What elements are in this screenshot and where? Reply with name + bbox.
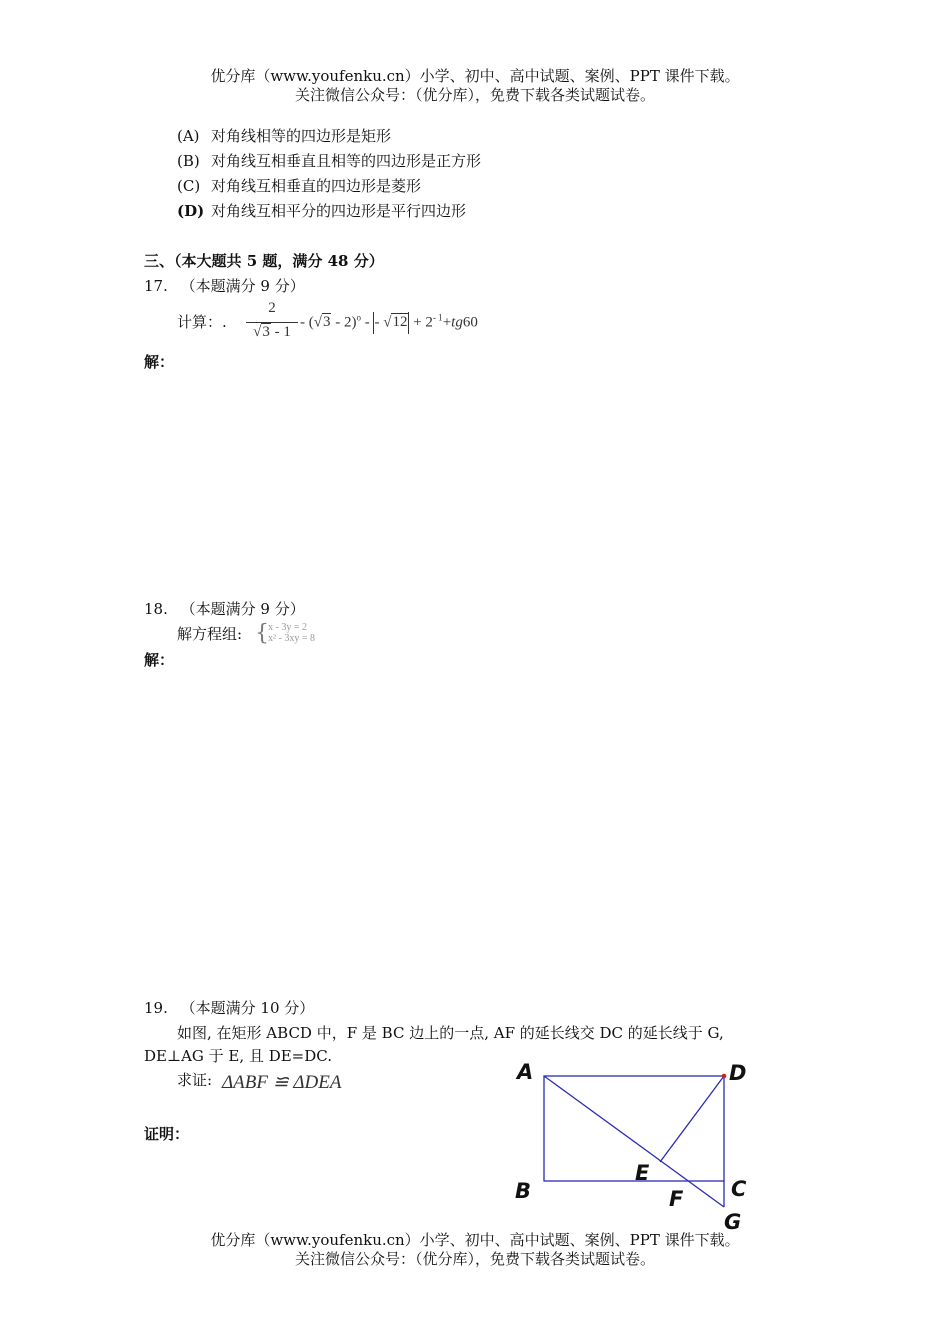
option-text: 对角线互相垂直的四边形是菱形 — [211, 177, 422, 195]
exponent: o — [356, 312, 361, 323]
system-brace: { — [255, 621, 269, 646]
segment-de — [660, 1076, 724, 1162]
header-line-2: 关注微信公众号：（优分库），免费下载各类试题试卷。 — [294, 86, 655, 104]
option-label: (C) — [177, 177, 201, 195]
q17-expression: - (√3 - 2)$^o$ - - $√12 + 2^{- 1}+tg60$ — [300, 312, 478, 334]
label-d: D — [729, 1061, 747, 1085]
option-label: (A) — [177, 127, 200, 145]
option-text: 对角线互相平分的四边形是平行四边形 — [211, 202, 467, 220]
option-b — [177, 151, 481, 171]
abs-bar-right — [408, 312, 409, 334]
q17-prompt: 计算：. — [177, 313, 227, 331]
radicand: 3 — [322, 314, 331, 331]
paren-rest: - 2) — [331, 314, 357, 331]
header-line-1: 优分库（www.youfenku.cn）小学、初中、高中试题、案例、PPT 课件下载。 — [210, 67, 740, 85]
radicand: 3 — [262, 324, 270, 340]
q18-solution-label: 解： — [144, 651, 175, 669]
label-g: G — [724, 1210, 742, 1234]
fraction-numerator: 2 — [268, 300, 276, 316]
minus-sign: - — [364, 314, 370, 331]
q19-prove-label: 求证: — [177, 1071, 213, 1089]
q17-heading — [144, 276, 305, 296]
q18-prompt: 解方程组: — [177, 625, 243, 643]
plus-term: + 2 — [413, 314, 433, 331]
point-d-marker — [722, 1074, 727, 1079]
radicand: 12 — [392, 314, 408, 331]
rectangle-abcd — [544, 1076, 724, 1181]
footer-line-1: 优分库（www.youfenku.cn）小学、初中、高中试题、案例、PPT 课件下载。 — [210, 1231, 740, 1249]
q19-proof-label: 证明： — [144, 1125, 190, 1143]
paren-open: ( — [308, 314, 314, 331]
question-number: 17. — [144, 277, 168, 295]
question-number: 18. — [144, 600, 168, 618]
option-label: (B) — [177, 152, 200, 170]
q17-fraction — [246, 300, 298, 346]
exponent: - 1 — [432, 312, 443, 323]
option-text: 对角线互相垂直且相等的四边形是正方形 — [211, 152, 482, 170]
segment-ag — [544, 1076, 724, 1207]
option-label: (D) — [177, 202, 205, 220]
fraction-bar — [246, 322, 298, 323]
option-c — [177, 176, 421, 196]
footer-line-2: 关注微信公众号：（优分库），免费下载各类试题试卷。 — [294, 1250, 655, 1268]
q17-solution-label: 解： — [144, 353, 175, 371]
option-a — [177, 126, 391, 146]
label-a: A — [517, 1060, 534, 1084]
q19-description-1: 如图, 在矩形 ABCD 中，F 是 BC 边上的一点, AF 的延长线交 DC 的延长线于 G, — [177, 1024, 724, 1042]
option-text: 对角线相等的四边形是矩形 — [211, 127, 392, 145]
option-d — [177, 201, 466, 221]
angle-value: 60 — [462, 314, 478, 331]
section-title: 三、（本大题共 5 题，满分 48 分） — [144, 252, 384, 270]
label-f: F — [669, 1187, 684, 1211]
equation-1: x - 3y = 2 — [268, 622, 307, 633]
q19-description-2: DE⊥AG 于 E, 且 DE=DC. — [144, 1047, 332, 1065]
equation-system — [268, 622, 315, 644]
q18-heading — [144, 599, 305, 619]
q19-heading — [144, 998, 314, 1018]
denominator-rest: - 1 — [270, 324, 291, 340]
geometry-figure — [500, 1055, 770, 1235]
q19-prove-statement: ΔABF ≌ ΔDEA — [222, 1072, 342, 1093]
label-b: B — [515, 1179, 532, 1203]
label-e: E — [635, 1161, 650, 1185]
question-score: （本题满分 9 分） — [180, 277, 305, 295]
minus-sign: - — [300, 314, 305, 331]
fraction-denominator: √3 - 1 — [253, 324, 291, 340]
question-score: （本题满分 10 分） — [180, 999, 315, 1017]
plus-sign: + — [442, 314, 452, 331]
question-number: 19. — [144, 999, 168, 1017]
tg-function: tg — [451, 314, 463, 331]
minus-sign: - — [374, 314, 380, 331]
question-score: （本题满分 9 分） — [180, 600, 305, 618]
equation-2: x² - 3xy = 8 — [268, 633, 315, 644]
label-c: C — [731, 1177, 747, 1201]
